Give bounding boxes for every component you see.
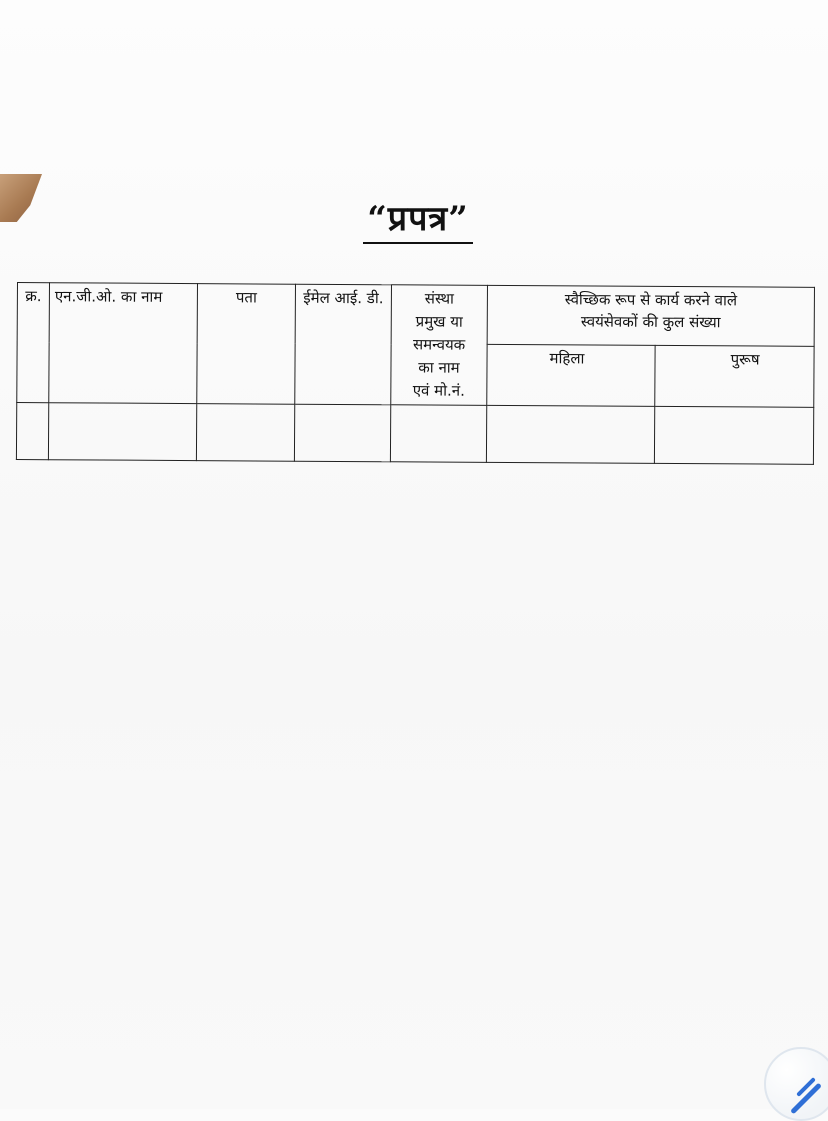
cell-email-id — [294, 404, 390, 462]
header-head-line-2: प्रमुख या — [415, 312, 463, 331]
cell-head-or-coordinator — [390, 405, 486, 463]
table-row — [16, 403, 813, 465]
cell-female-count — [486, 405, 654, 463]
form-title — [0, 194, 828, 244]
header-head-line-4: का नाम — [418, 358, 460, 377]
header-row — [17, 283, 814, 347]
header-head-line-3: समन्वयक — [412, 335, 466, 354]
header-address: पता — [197, 284, 296, 405]
form-title-text: “प्रपत्र” — [363, 194, 473, 244]
header-female: महिला — [487, 344, 655, 406]
header-male: पुरूष — [655, 345, 814, 407]
cell-ngo-name — [48, 403, 196, 461]
header-head-or-coordinator — [391, 285, 488, 406]
header-serial-number: क्र. — [17, 283, 50, 403]
ngo-volunteer-form-table — [16, 282, 815, 465]
cell-address — [196, 404, 294, 462]
cell-serial-number — [16, 403, 48, 460]
header-ngo-name: एन.जी.ओ. का नाम — [49, 283, 198, 404]
header-head-line-5: एवं मो.नं. — [412, 381, 465, 400]
header-email-id: ईमेल आई. डी. — [295, 284, 392, 405]
header-volunteers-line-2: स्वयंसेवकों की कुल संख्या — [580, 312, 721, 332]
header-head-line-1: संस्था — [424, 289, 455, 308]
header-volunteers-line-1: स्वैच्छिक रूप से कार्य करने वाले — [564, 290, 738, 310]
header-total-volunteers — [487, 285, 814, 346]
cell-male-count — [654, 406, 813, 464]
